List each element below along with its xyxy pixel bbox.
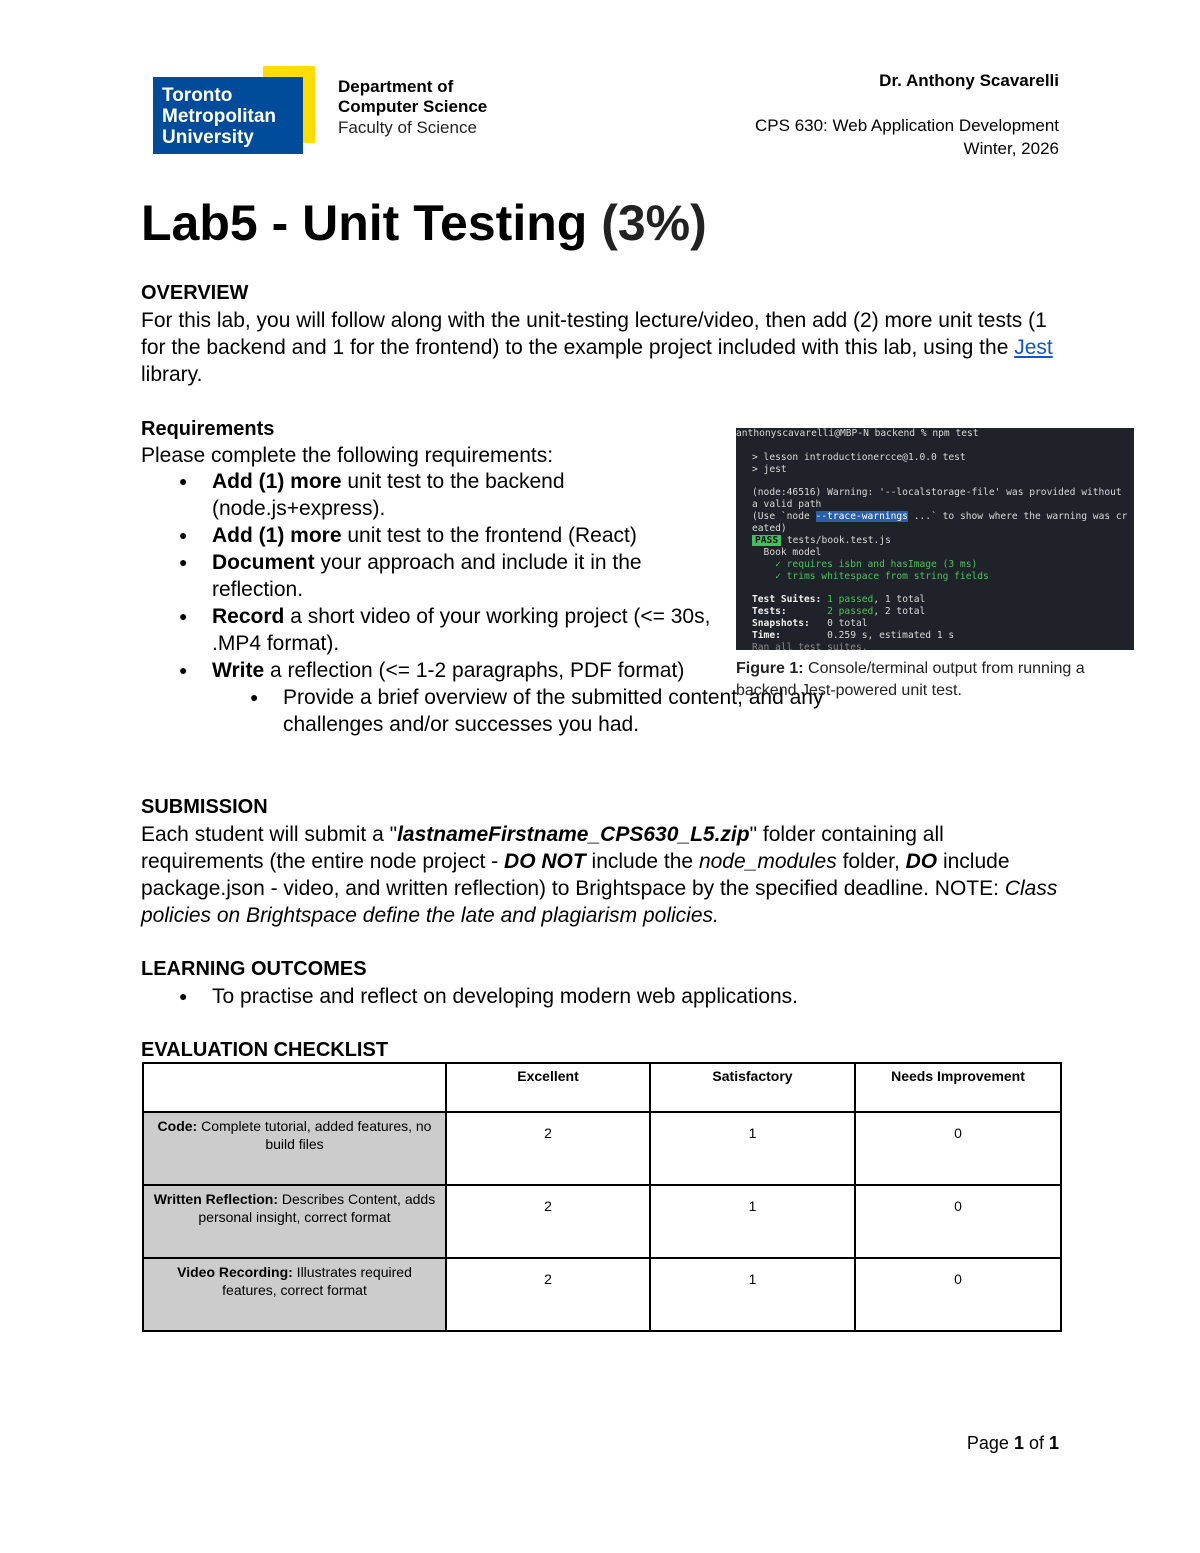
score-cell: 0 [855,1112,1061,1185]
requirements-intro: Please complete the following requirements: [141,444,554,467]
figure-caption: Figure 1: Console/terminal output from running a backend Jest-powered unit test. [736,660,1085,699]
faculty-line: Faculty of Science [338,118,477,137]
zip-filename: lastnameFirstname_CPS630_L5.zip [397,823,750,846]
terminal-screenshot [736,428,1134,650]
terminal-line: Test Suites: 1 passed, 1 total [752,594,926,606]
row-label: Written Reflection: Describes Content, adds personal insight, correct format [143,1185,446,1258]
column-header: Satisfactory [650,1063,855,1112]
jest-link[interactable]: Jest [1014,336,1053,359]
table-row [143,1258,1061,1331]
table-row [143,1185,1061,1258]
title-percent: (3%) [601,195,707,251]
list-item: ● Write a reflection (<= 1-2 paragraphs, PDF format) ● Provide a brief overview of the submitted content, and any challenges and/or successes you had. [141,657,711,738]
score-cell: 2 [446,1112,650,1185]
submission-heading: SUBMISSION [141,796,268,818]
terminal-line: ✓ trims whitespace from string fields [752,570,989,582]
terminal-line: Snapshots: 0 total [752,618,868,630]
score-cell: 0 [855,1258,1061,1331]
row-label: Code: Complete tutorial, added features, no build files [143,1112,446,1185]
instructor-name: Dr. Anthony Scavarelli [879,71,1059,90]
column-header: Needs Improvement [855,1063,1061,1112]
terminal-line: Tests: 2 passed, 2 total [752,606,926,618]
column-header: Excellent [446,1063,650,1112]
requirements-heading: Requirements [141,418,275,440]
logo-line-3: University [162,127,254,148]
row-label: Video Recording: Illustrates required features, correct format [143,1258,446,1331]
terminal-line: > jest [752,463,787,475]
terminal-line: PASS tests/book.test.js [736,535,1134,547]
terminal-line: (node:46516) Warning: '--localstorage-file' was provided without [752,487,1122,499]
score-cell: 2 [446,1185,650,1258]
course-name: CPS 630: Web Application Development [755,116,1059,135]
terminal-line: anthonyscavarelli@MBP-N backend % npm test [736,428,979,439]
page-title [141,194,707,252]
overview-text: For this lab, you will follow along with the unit-testing lecture/video, then add (2) more unit tests (1 for the backend and 1 for the frontend) to the example project included with this lab, using the Jest library. [141,309,1053,386]
table-header-row [143,1063,1061,1112]
outcome-item: ● To practise and reflect on developing modern web applications. [179,985,799,1008]
logo-line-2: Metropolitan [162,106,276,127]
pass-badge: PASS [752,535,781,546]
terminal-line: eated) [752,523,787,535]
score-cell: 1 [650,1185,855,1258]
term: Winter, 2026 [963,139,1059,158]
table-row [143,1112,1061,1185]
terminal-line: (Use `node --trace-warnings ...` to show where the warning was cr [752,511,1128,523]
list-item: ● Add (1) more unit test to the frontend (React) [141,522,711,549]
learning-outcomes-heading: LEARNING OUTCOMES [141,958,367,980]
score-cell: 1 [650,1112,855,1185]
sub-list-item: ● Provide a brief overview of the submitted content, and any challenges and/or successes you had. [212,684,903,738]
list-item: ● Document your approach and include it in the reflection. [141,549,711,603]
score-cell: 0 [855,1185,1061,1258]
bullet-icon: ● [179,988,188,1004]
score-cell: 2 [446,1258,650,1331]
submission-text: Each student will submit a "lastnameFirstname_CPS630_L5.zip" folder containing all requirements (the entire node project - DO NOT include the node_modules folder, DO include package.json - video, and written reflection) to Brightspace by the specified deadline. NOTE: Class policies on Brightspace define the late and plagiarism policies. [141,823,1058,927]
table-corner-cell [143,1063,446,1112]
list-item: ● Add (1) more unit test to the backend (node.js+express). [141,468,711,522]
checklist-heading: EVALUATION CHECKLIST [141,1039,389,1061]
department-line-2: Computer Science [338,97,488,116]
page-number: Page 1 of 1 [966,1433,1059,1453]
terminal-line: Time: 0.259 s, estimated 1 s [752,630,955,642]
score-cell: 1 [650,1258,855,1331]
evaluation-table [142,1062,1062,1332]
department-line-1: Department of [338,77,454,96]
overview-heading: OVERVIEW [141,282,249,304]
terminal-line: a valid path [752,499,822,511]
list-item: ● Record a short video of your working project (<= 30s, .MP4 format). [141,603,711,657]
terminal-line: ✓ requires isbn and hasImage (3 ms) [752,558,978,570]
terminal-line: > lesson introductionercce@1.0.0 test [752,451,966,463]
logo-line-1: Toronto [162,85,233,106]
terminal-line: Ran all test suites. [752,642,868,650]
terminal-line: Book model [752,546,822,558]
title-main: Lab5 - Unit Testing [141,195,602,251]
